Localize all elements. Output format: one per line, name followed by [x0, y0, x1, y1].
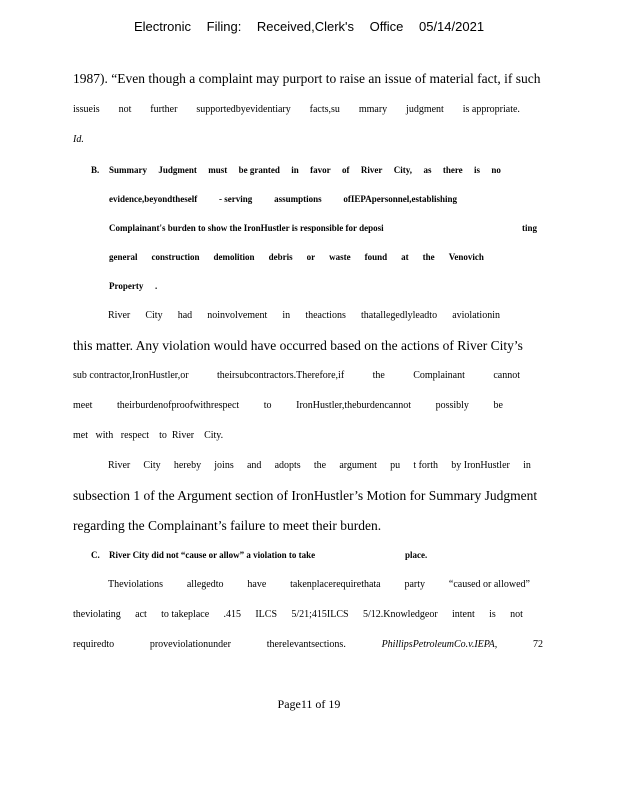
heading-b-row2 — [109, 194, 457, 204]
word: Summary — [109, 165, 147, 175]
word: 5/21;415ILCS — [291, 609, 349, 620]
word: not — [510, 609, 523, 620]
word: waste — [329, 252, 351, 262]
para-joins — [108, 460, 531, 471]
word: have — [247, 579, 267, 590]
word: intent — [452, 609, 475, 620]
word: evidence,beyondtheself — [109, 194, 198, 204]
word: City, — [393, 165, 413, 175]
word: theirburdenofproofwithrespect — [117, 400, 240, 411]
heading-b-row5-dot: . — [155, 281, 158, 291]
word: River — [360, 165, 383, 175]
word: party — [404, 579, 426, 590]
id-citation: Id. — [73, 134, 84, 145]
para-violations — [108, 579, 530, 590]
line-id — [73, 134, 545, 145]
word: City — [145, 310, 163, 321]
word: 72 — [532, 639, 543, 650]
word: is — [474, 165, 481, 175]
word: hereby — [173, 460, 202, 471]
para-subsection: subsection 1 of the Argument section of IronHustler’s Motion for Summary Judgment — [73, 488, 538, 503]
word: requiredto — [73, 639, 115, 650]
word: to — [263, 400, 272, 411]
word: noinvolvement — [207, 310, 268, 321]
para-met: met with respect to River City. — [73, 430, 224, 441]
word: Complainant — [413, 370, 465, 381]
word: facts,su — [309, 104, 340, 115]
word: City — [143, 460, 161, 471]
word: ofIEPApersonnel,establishing — [343, 194, 457, 204]
word: not — [118, 104, 132, 115]
word: issueis — [73, 104, 100, 115]
word: and — [246, 460, 262, 471]
word: assumptions — [274, 194, 322, 204]
word: PhillipsPetroleumCo.v.IEPA, — [381, 639, 498, 650]
word: takenplacerequirethata — [290, 579, 381, 590]
word: in — [282, 310, 291, 321]
word: by IronHustler — [451, 460, 510, 471]
word: River — [108, 310, 131, 321]
word: - serving — [219, 194, 253, 204]
para-violating-act — [73, 609, 523, 620]
para-matter: this matter. Any violation would have occurred based on the actions of River City’s — [73, 338, 523, 353]
para-involvement — [108, 310, 500, 321]
page-number: Page11 of 19 — [277, 697, 341, 711]
word: 5/12.Knowledgeor — [362, 609, 438, 620]
word: aviolationin — [452, 310, 500, 321]
word: of — [342, 165, 350, 175]
word: no — [491, 165, 501, 175]
word: must — [208, 165, 228, 175]
word: judgment — [406, 104, 444, 115]
word: Theviolations — [108, 579, 163, 590]
word: adopts — [274, 460, 301, 471]
heading-b-row1 — [109, 165, 501, 175]
heading-b-row3: Complainant's burden to show the IronHustler is responsible for deposi — [109, 223, 384, 233]
word: ILCS — [255, 609, 278, 620]
word: demolition — [213, 252, 255, 262]
para-subcontractor — [73, 370, 520, 381]
heading-b-row4 — [109, 252, 484, 262]
word: or — [306, 252, 316, 262]
word: theactions — [305, 310, 346, 321]
word: supportedbyevidentiary — [196, 104, 291, 115]
word: be granted — [238, 165, 280, 175]
word: the — [372, 370, 385, 381]
word: is — [489, 609, 496, 620]
word: to takeplace — [161, 609, 210, 620]
word: therelevantsections. — [266, 639, 346, 650]
filing-header: Electronic Filing: Received,Clerk's Office 05/14/2021 — [133, 19, 485, 34]
word: there — [442, 165, 463, 175]
word: IronHustler,theburdencannot — [296, 400, 411, 411]
word: cannot — [493, 370, 520, 381]
heading-c-label: C. — [91, 550, 100, 560]
word: Judgment — [158, 165, 197, 175]
heading-c-tail: place. — [405, 550, 428, 560]
word: allegedto — [186, 579, 224, 590]
word: as — [423, 165, 432, 175]
word: t forth — [413, 460, 439, 471]
heading-b-row5: Property — [109, 281, 144, 291]
heading-b-label: B. — [91, 165, 100, 175]
word: joins — [214, 460, 234, 471]
word: is appropriate. — [462, 104, 520, 115]
heading-b-row3-tail: ting — [522, 223, 538, 233]
word: .415 — [223, 609, 241, 620]
word: pu — [390, 460, 401, 471]
word: general — [109, 252, 138, 262]
word: mmary — [358, 104, 388, 115]
word: in — [523, 460, 531, 471]
word: River — [108, 460, 131, 471]
word: debris — [268, 252, 293, 262]
word: theviolating — [73, 609, 121, 620]
line-issue — [73, 104, 520, 115]
word: thatallegedlyleadto — [360, 310, 438, 321]
word: “caused or allowed” — [448, 579, 530, 590]
word: be — [493, 400, 503, 411]
word: argument — [339, 460, 377, 471]
word: proveviolationunder — [149, 639, 231, 650]
word: had — [177, 310, 193, 321]
word: at — [401, 252, 409, 262]
word: act — [135, 609, 147, 620]
line-1987: 1987). “Even though a complaint may purport to raise an issue of material fact, if such — [73, 71, 541, 86]
heading-c-text: River City did not “cause or allow” a violation to take — [109, 550, 316, 560]
para-burden — [73, 400, 503, 411]
para-required — [73, 639, 543, 650]
word: found — [364, 252, 388, 262]
word: Venovich — [448, 252, 484, 262]
word: construction — [151, 252, 200, 262]
word: the — [422, 252, 435, 262]
word: theirsubcontractors.Therefore,if — [216, 370, 345, 381]
word: further — [150, 104, 178, 115]
para-regarding: regarding the Complainant’s failure to meet their burden. — [73, 518, 382, 533]
word: sub contractor,IronHustler,or — [73, 370, 189, 381]
word: the — [313, 460, 327, 471]
word: in — [291, 165, 299, 175]
word: meet — [73, 400, 93, 411]
word: possibly — [435, 400, 469, 411]
word: favor — [310, 165, 331, 175]
